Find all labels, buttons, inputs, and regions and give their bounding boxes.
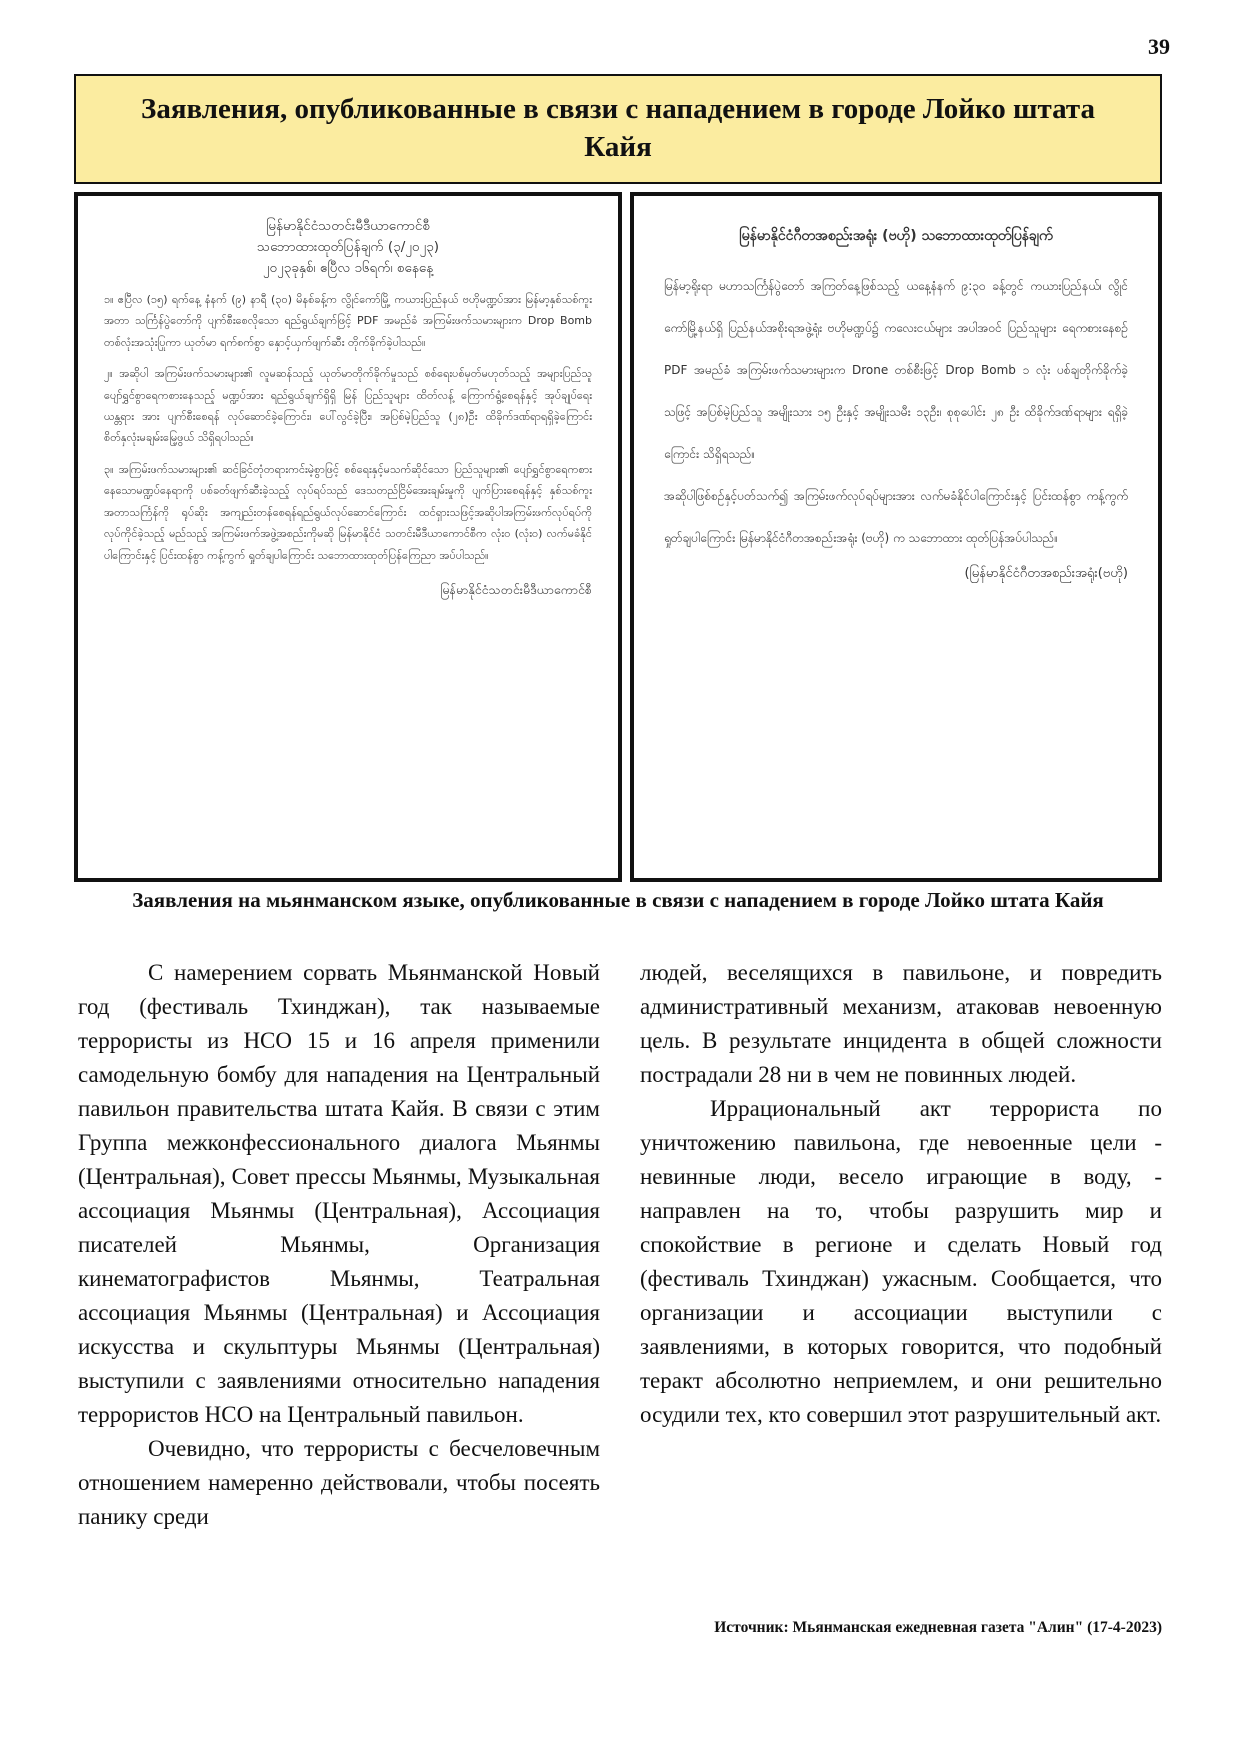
statement-header (104, 216, 592, 279)
article-paragraph: С намерением сорвать Мьянманской Новый год (фестиваль Тхинджан), так называемые террористы из НСО 15 и 16 апреля применили самодельную бомбу для нападения на Центральный павильон правительства штата Кайя. В связи с этим Группа межконфессионального диалога Мьянмы (Центральная), Совет прессы Мьянмы, Музыкальная ассоциация Мьянмы (Центральная), Ассоциация писателей Мьянмы, Организация кинематографистов Мьянмы, Театральная ассоциация Мьянмы (Центральная) и Ассоциация искусства и скульптуры Мьянмы (Центральная) выступили с заявлениями относительно нападения террористов НСО на Центральный павильон. (78, 960, 600, 1427)
statement-header-line: မြန်မာနိုင်ငံသတင်းမီဒီယာကောင်စီ (266, 218, 430, 234)
statement-header-line: သဘောထားထုတ်ပြန်ချက် (၃/၂၀၂၃) (257, 238, 439, 255)
statement-paragraph: ၁။ ဧပြီလ (၁၅) ရက်နေ့ နံနက် (၉) နာရီ (၃၀) မိနစ်ခန့်က လွိုင်ကော်မြို့ ကယားပြည်နယ် ဗဟိုမဏ္ဍပ်အား မြန်မာ့နှစ်သစ်ကူး အတာ သင်္ကြန်ပွဲတော်ကို ပျက်စီးစေလိုသော ရည်ရွယ်ချက်ဖြင့် PDF အမည်ခံ အကြမ်းဖက်သမားများက Drop Bomb တစ်လုံးအသုံးပြုကာ ယုတ်မာ ရက်စက်စွာ နှောင့်ယှက်ဖျက်ဆီး တိုက်ခိုက်ခဲ့ပါသည်။ (104, 292, 592, 349)
figure-caption: Заявления на мьянманском языке, опубликованные в связи с нападением в городе Лойко штата Кайя (132, 888, 1104, 912)
page-number: 39 (1148, 34, 1170, 59)
statement-paragraph: ၃။ အကြမ်းဖက်သမားများ၏ ဆင်ခြင်တုံတရားကင်းမဲ့စွာဖြင့် စစ်ရေးနှင့်မသက်ဆိုင်သော ပြည်သူများ၏ ပျော်ရွှင်စွာရေကစားနေသောမဏ္ဍပ်နေရာကို ပစ်ခတ်ဖျက်ဆီးခဲ့သည့် လုပ်ရပ်သည် ဒေသတည်ငြိမ်အေးချမ်းမှုကို ပျက်ပြားစေရန်နှင့် နှစ်သစ်ကူး အတာသင်္ကြန်ကို ရုပ်ဆိုး အကျည်းတန်စေရန်ရည်ရွယ်လုပ်ဆောင်ကြောင်း ထင်ရှားသဖြင့်အဆိုပါအကြမ်းဖက်လုပ်ရပ်ကို လုပ်ကိုင်ခဲ့သည့် မည်သည့် အကြမ်းဖက်အဖွဲ့အစည်းကိုမဆို မြန်မာနိုင်ငံ သတင်းမီဒီယာကောင်စီက လုံးဝ (လုံးဝ) လက်မခံနိုင်ပါကြောင်းနှင့် ပြင်းထန်စွာ ကန့်ကွက် ရှုတ်ချပါကြောင်း သဘောထားထုတ်ပြန်ကြေညာ အပ်ပါသည်။ (104, 462, 592, 562)
scanned-statement-music-association (630, 192, 1162, 882)
article-paragraph: Иррациональный акт террориста по уничтожению павильона, где невоенные цели - невинные люди, весело играющие в воду, - направлен на то, чтобы разрушить мир и спокойствие в регионе и сделать Новый год (фестиваль Тхинджан) ужасным. Сообщается, что организации и ассоциации выступили с заявлениями, в которых говорится, что подобный теракт абсолютно неприемлем, и они решительно осудили тех, кто совершил этот разрушительный акт. (640, 1096, 1162, 1427)
statement-signature: (မြန်မာနိုင်ငံဂီတအစည်းအရုံး(ဗဟို) (964, 566, 1128, 581)
scanned-statement-news-media-council (74, 192, 622, 882)
statement-paragraph: အဆိုပါဖြစ်စဉ်နှင့်ပတ်သက်၍ အကြမ်းဖက်လုပ်ရပ်များအား လက်မခံနိုင်ပါကြောင်းနှင့် ပြင်းထန်စွာ ကန့်ကွက်ရှုတ်ချပါကြောင်း မြန်မာနိုင်ငံဂီတအစည်းအရုံး (ဗဟို) က သဘောထား ထုတ်ပြန်အပ်ပါသည်။ (664, 489, 1128, 545)
statement-paragraph: ၂။ အဆိုပါ အကြမ်းဖက်သမားများ၏ လူမဆန်သည့် ယုတ်မာတိုက်ခိုက်မှုသည် စစ်ရေးပစ်မှတ်မဟုတ်သည့် အများပြည်သူ ပျော်ရွှင်စွာရေကစားနေသည့် မဏ္ဍပ်အား ရည်ရွယ်ချက်ရှိရှိ မြန် ပြည်သူများ ထိတ်လန့် ကြောက်ရွံ့စေရန်နှင့် အုပ်ချုပ်ရေးယန္တရား အား ပျက်စီးစေရန် လုပ်ဆောင်ခဲ့ကြောင်း၊ ပေါ်လွင်ခဲ့ပြီး၊ အပြစ်မဲ့ပြည်သူ (၂၈)ဦး ထိခိုက်ဒဏ်ရာရရှိခဲ့ကြောင်း စိတ်နှလုံးမချမ်းမြေ့ဖွယ် သိရှိရပါသည်။ (104, 367, 592, 445)
article-column-right (640, 956, 1162, 1432)
statement-paragraph: မြန်မာ့ရိုးရာ မဟာသင်္ကြန်ပွဲတော် အကြတ်နေ့ဖြစ်သည့် ယနေ့နံနက် ၉:၃၀ ခန့်တွင် ကယားပြည်နယ်၊ လွိုင်ကော်မြို့နယ်ရှိ ပြည်နယ်အစိုးရအဖွဲ့ရုံး ဗဟိုမဏ္ဍပ်၌ ကလေးငယ်များ အပါအဝင် ပြည်သူများ ရေကစားနေစဉ် PDF အမည်ခံ အကြမ်းဖက်သမားများက Drone တစ်စီးဖြင့် Drop Bomb ၁ လုံး ပစ်ချတိုက်ခိုက်ခဲ့သဖြင့် အပြစ်မဲ့ပြည်သူ အမျိုးသား ၁၅ ဦးနှင့် အမျိုးသမီး ၁၃ဦး၊ စုစုပေါင်း ၂၈ ဦး ထိခိုက်ဒဏ်ရာများ ရရှိခဲ့ကြောင်း သိရှိရသည်။ (664, 279, 1128, 461)
statement-header-line: ၂၀၂၃ခုနှစ်၊ ဧပြီလ ၁၆ရက်၊ စနေနေ့ (262, 259, 434, 276)
article-paragraph: Очевидно, что террористы с бесчеловечным отношением намеренно действовали, чтобы посеять панику среди (78, 1436, 600, 1529)
source-note: Источник: Мьянманская ежедневная газета "Алин" (17-4-2023) (714, 1619, 1162, 1636)
statement-header: မြန်မာနိုင်ငံဂီတအစည်းအရုံး (ဗဟို) သဘောထားထုတ်ပြန်ချက် (739, 228, 1053, 244)
article-paragraph: людей, веселящихся в павильоне, и повредить административный механизм, атаковав невоенную цель. В результате инцидента в общей сложности пострадали 28 ни в чем не повинных людей. (640, 960, 1162, 1087)
page-title: Заявления, опубликованные в связи с нападением в городе Лойко штата Кайя (74, 74, 1162, 184)
statement-signature: မြန်မာနိုင်ငံသတင်းမီဒီယာကောင်စီ (440, 582, 592, 598)
article-column-left (78, 956, 600, 1534)
